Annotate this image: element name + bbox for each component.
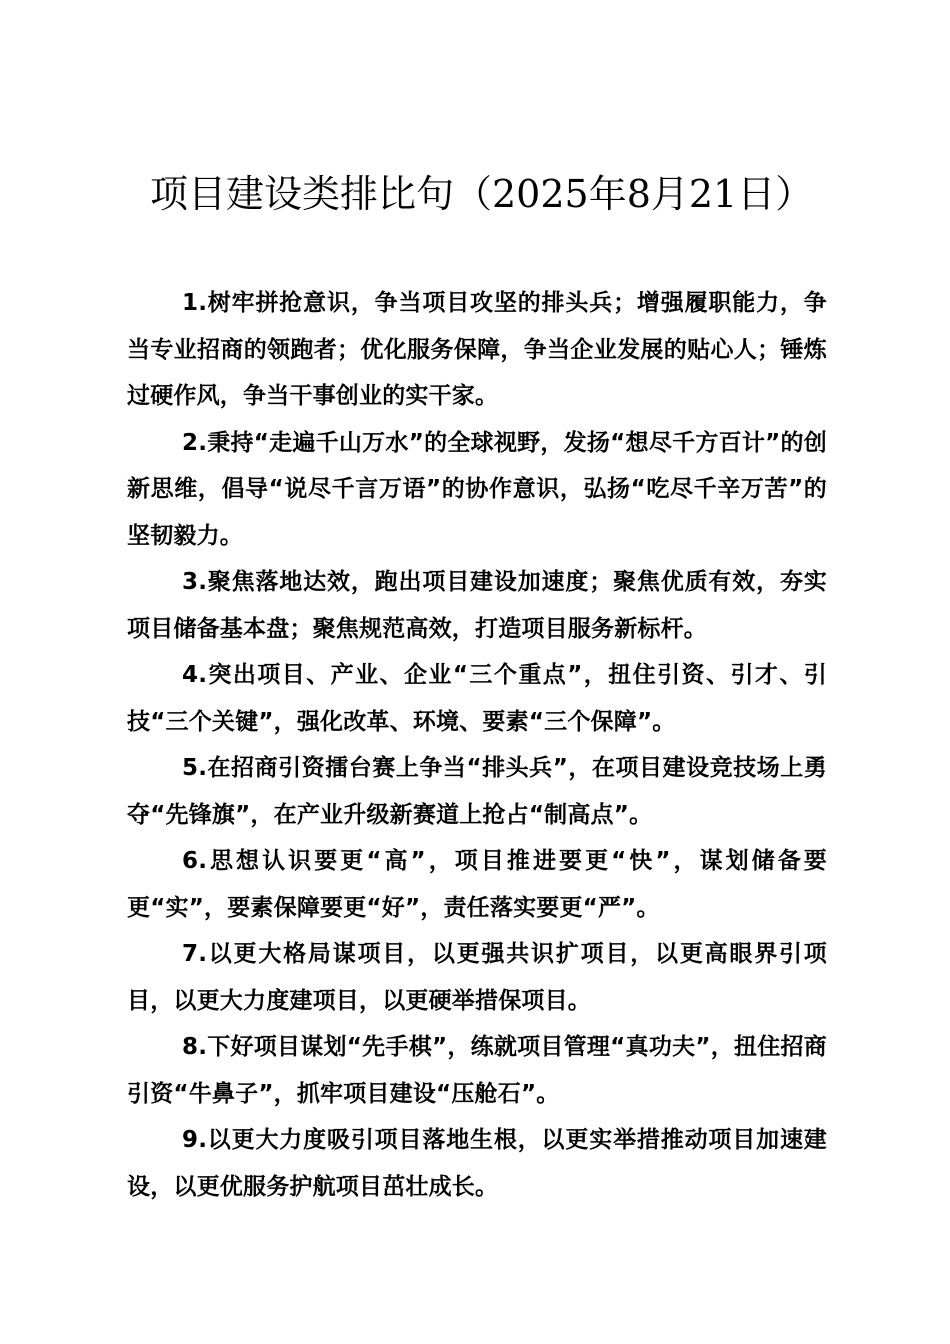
paragraph-2: 2.秉持“走遍千山万水”的全球视野，发扬“想尽千方百计”的创新思维，倡导“说尽千言万语”的协作意识，弘扬“吃尽千辛万苦”的坚韧毅力。 (127, 429, 827, 549)
document-title: 项目建设类排比句（2025年8月21日） (150, 172, 814, 216)
paragraph-5: 5.在招商引资擂台赛上争当“排头兵”，在项目建设竞技场上勇夺“先锋旗”，在产业升级新赛道上抢占“制高点”。 (127, 755, 827, 828)
paragraph-4: 4.突出项目、产业、企业“三个重点”，扭住引资、引才、引技“三个关键”，强化改革、环境、要素“三个保障”。 (127, 662, 827, 735)
paragraph-7: 7.以更大格局谋项目，以更强共识扩项目，以更高眼界引项目，以更大力度建项目，以更硬举措保项目。 (127, 941, 827, 1014)
paragraph-9: 9.以更大力度吸引项目落地生根，以更实举措推动项目加速建设，以更优服务护航项目茁壮成长。 (127, 1127, 827, 1200)
paragraph-3: 3.聚焦落地达效，跑出项目建设加速度；聚焦优质有效，夯实项目储备基本盘；聚焦规范高效，打造项目服务新标杆。 (127, 569, 827, 642)
document-body (127, 280, 827, 1210)
paragraph-6: 6.思想认识要更“高”，项目推进要更“快”，谋划储备要更“实”，要素保障要更“好”，责任落实要更“严”。 (127, 848, 827, 921)
paragraph-1: 1.树牢拼抢意识，争当项目攻坚的排头兵；增强履职能力，争当专业招商的领跑者；优化服务保障，争当企业发展的贴心人；锤炼过硬作风，争当干事创业的实干家。 (127, 290, 827, 409)
paragraph-8: 8.下好项目谋划“先手棋”，练就项目管理“真功夫”，扭住招商引资“牛鼻子”，抓牢项目建设“压舱石”。 (127, 1034, 827, 1107)
